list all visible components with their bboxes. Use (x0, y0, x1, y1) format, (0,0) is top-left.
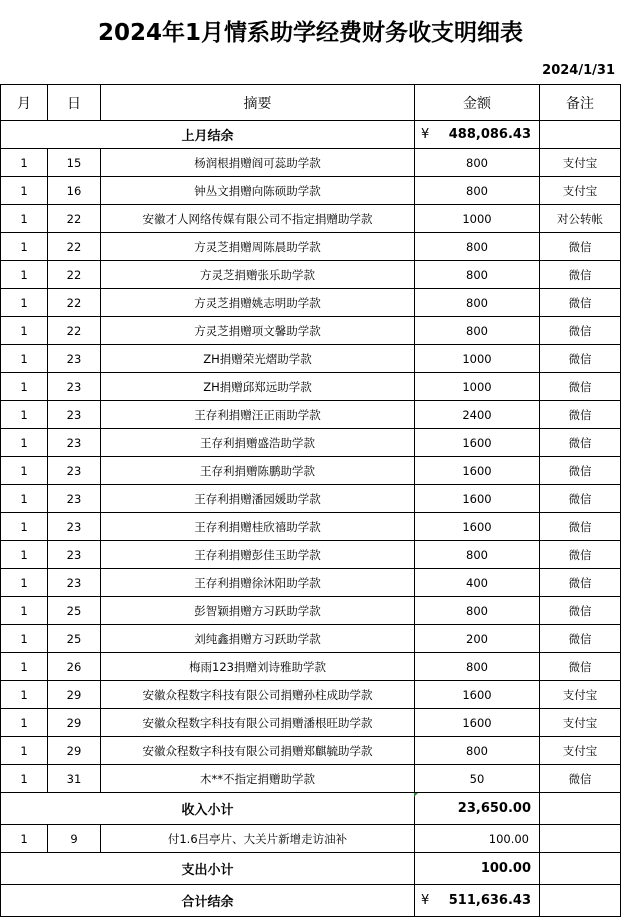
total-balance-amount-cell[interactable] (415, 885, 540, 917)
cell-amount[interactable]: 1600 (415, 681, 540, 709)
cell-amount[interactable]: 800 (415, 541, 540, 569)
cell-note[interactable] (540, 825, 621, 853)
currency-symbol: ¥ (421, 893, 430, 908)
cell-summary[interactable]: 安徽才人网络传媒有限公司不指定捐赠助学款 (101, 205, 415, 233)
cell-month[interactable]: 1 (1, 401, 48, 429)
table-row (1, 345, 621, 373)
total-balance-row (1, 885, 621, 917)
table-row (1, 825, 621, 853)
cell-day[interactable]: 22 (48, 317, 101, 345)
cell-summary[interactable]: 木**不指定捐赠助学款 (101, 765, 415, 793)
header-amount[interactable]: 金额 (415, 85, 540, 121)
cell-month[interactable]: 1 (1, 457, 48, 485)
carry-over-note[interactable] (540, 121, 621, 149)
table-row (1, 205, 621, 233)
table-row (1, 625, 621, 653)
cell-amount[interactable]: 1600 (415, 457, 540, 485)
table-row (1, 233, 621, 261)
cell-summary[interactable]: ZH捐赠邱郑远助学款 (101, 373, 415, 401)
cell-month[interactable]: 1 (1, 233, 48, 261)
cell-month[interactable]: 1 (1, 737, 48, 765)
table-row (1, 569, 621, 597)
cell-summary[interactable]: 王存利捐赠汪正雨助学款 (101, 401, 415, 429)
carry-over-amount-cell[interactable] (415, 121, 540, 149)
cell-amount[interactable]: 2400 (415, 401, 540, 429)
table-row (1, 513, 621, 541)
cell-amount[interactable]: 800 (415, 233, 540, 261)
cell-month[interactable]: 1 (1, 289, 48, 317)
cell-amount[interactable]: 1600 (415, 429, 540, 457)
cell-month[interactable]: 1 (1, 765, 48, 793)
cell-month[interactable]: 1 (1, 177, 48, 205)
cell-amount[interactable]: 1000 (415, 373, 540, 401)
table-row (1, 289, 621, 317)
cell-month[interactable]: 1 (1, 709, 48, 737)
cell-day[interactable]: 23 (48, 485, 101, 513)
cell-amount[interactable]: 800 (415, 653, 540, 681)
total-balance-label[interactable]: 合计结余 (1, 885, 415, 917)
cell-month[interactable]: 1 (1, 625, 48, 653)
cell-day[interactable]: 26 (48, 653, 101, 681)
cell-day[interactable]: 23 (48, 513, 101, 541)
cell-note[interactable]: 支付宝 (540, 681, 621, 709)
cell-month[interactable]: 1 (1, 205, 48, 233)
cell-note[interactable]: 微信 (540, 541, 621, 569)
income-subtotal-amount-cell[interactable] (415, 793, 540, 825)
cell-amount[interactable]: 800 (415, 289, 540, 317)
cell-summary[interactable]: 方灵芝捐赠张乐助学款 (101, 261, 415, 289)
cell-summary[interactable]: 方灵芝捐赠周陈晨助学款 (101, 233, 415, 261)
carry-over-amount: 488,086.43 (448, 127, 531, 142)
expense-subtotal-row (1, 853, 621, 885)
cell-comment-marker (414, 793, 418, 797)
header-day[interactable]: 日 (48, 85, 101, 121)
cell-amount[interactable]: 1000 (415, 205, 540, 233)
cell-month[interactable]: 1 (1, 373, 48, 401)
cell-day[interactable]: 23 (48, 541, 101, 569)
cell-amount[interactable]: 800 (415, 737, 540, 765)
expense-subtotal-note[interactable] (540, 853, 621, 885)
cell-day[interactable]: 23 (48, 569, 101, 597)
income-subtotal-label[interactable]: 收入小计 (1, 793, 415, 825)
cell-note[interactable]: 微信 (540, 569, 621, 597)
table-row (1, 597, 621, 625)
cell-amount[interactable]: 1600 (415, 513, 540, 541)
header-note[interactable]: 备注 (540, 85, 621, 121)
cell-note[interactable]: 微信 (540, 289, 621, 317)
cell-summary[interactable]: 王存利捐赠潘园媛助学款 (101, 485, 415, 513)
cell-note[interactable]: 支付宝 (540, 709, 621, 737)
cell-summary[interactable]: 安徽众程数字科技有限公司捐赠潘根旺助学款 (101, 709, 415, 737)
cell-summary[interactable]: 付1.6吕亭片、大关片新增走访油补 (101, 825, 415, 853)
cell-month[interactable]: 1 (1, 597, 48, 625)
cell-month[interactable]: 1 (1, 569, 48, 597)
cell-note[interactable]: 支付宝 (540, 737, 621, 765)
cell-amount[interactable]: 800 (415, 261, 540, 289)
cell-note[interactable]: 微信 (540, 429, 621, 457)
cell-day[interactable]: 31 (48, 765, 101, 793)
cell-day[interactable]: 29 (48, 681, 101, 709)
total-balance-note[interactable] (540, 885, 621, 917)
cell-day[interactable]: 23 (48, 429, 101, 457)
cell-summary[interactable]: 安徽众程数字科技有限公司捐赠孙柱成助学款 (101, 681, 415, 709)
cell-day[interactable]: 9 (48, 825, 101, 853)
cell-note[interactable]: 微信 (540, 401, 621, 429)
cell-summary[interactable]: 王存利捐赠陈鹏助学款 (101, 457, 415, 485)
total-balance-amount: 511,636.43 (448, 893, 531, 908)
cell-note[interactable]: 微信 (540, 373, 621, 401)
cell-note[interactable]: 微信 (540, 485, 621, 513)
cell-day[interactable]: 23 (48, 457, 101, 485)
cell-amount[interactable]: 1600 (415, 709, 540, 737)
cell-month[interactable]: 1 (1, 261, 48, 289)
cell-note[interactable]: 对公转帐 (540, 205, 621, 233)
table-row (1, 737, 621, 765)
cell-day[interactable]: 23 (48, 345, 101, 373)
cell-note[interactable]: 微信 (540, 317, 621, 345)
cell-month[interactable]: 1 (1, 513, 48, 541)
table-row (1, 541, 621, 569)
cell-note[interactable]: 微信 (540, 345, 621, 373)
cell-summary[interactable]: 安徽众程数字科技有限公司捐赠郑麒毓助学款 (101, 737, 415, 765)
cell-amount[interactable]: 1600 (415, 485, 540, 513)
cell-month[interactable]: 1 (1, 541, 48, 569)
cell-summary[interactable]: 王存利捐赠盛浩助学款 (101, 429, 415, 457)
table-row (1, 261, 621, 289)
table-row (1, 317, 621, 345)
cell-month[interactable]: 1 (1, 485, 48, 513)
expense-subtotal-amount-cell[interactable] (415, 853, 540, 885)
cell-note[interactable]: 支付宝 (540, 149, 621, 177)
cell-summary[interactable]: 杨润根捐赠阎可蕊助学款 (101, 149, 415, 177)
cell-day[interactable]: 25 (48, 625, 101, 653)
cell-month[interactable]: 1 (1, 653, 48, 681)
income-subtotal-amount: 23,650.00 (457, 801, 531, 816)
table-row (1, 457, 621, 485)
cell-summary[interactable]: 钟丛文捐赠向陈硕助学款 (101, 177, 415, 205)
header-summary[interactable]: 摘要 (101, 85, 415, 121)
page-title: 2024年1月情系助学经费财务收支明细表 (97, 19, 524, 46)
cell-amount[interactable]: 400 (415, 569, 540, 597)
expense-subtotal-label[interactable]: 支出小计 (1, 853, 415, 885)
cell-amount[interactable]: 800 (415, 317, 540, 345)
cell-summary[interactable]: 王存利捐赠徐沐阳助学款 (101, 569, 415, 597)
table-row (1, 149, 621, 177)
cell-amount[interactable]: 100.00 (415, 825, 540, 853)
cell-summary[interactable]: 梅雨123捐赠刘诗雅助学款 (101, 653, 415, 681)
cell-day[interactable]: 23 (48, 401, 101, 429)
cell-day[interactable]: 22 (48, 233, 101, 261)
header-row (1, 85, 621, 121)
cell-summary[interactable]: 彭智颖捐赠方习跃助学款 (101, 597, 415, 625)
cell-note[interactable]: 微信 (540, 625, 621, 653)
cell-month[interactable]: 1 (1, 345, 48, 373)
cell-day[interactable]: 23 (48, 373, 101, 401)
income-subtotal-note[interactable] (540, 793, 621, 825)
cell-day[interactable]: 29 (48, 737, 101, 765)
cell-amount[interactable]: 200 (415, 625, 540, 653)
cell-day[interactable]: 22 (48, 261, 101, 289)
cell-note[interactable]: 微信 (540, 765, 621, 793)
cell-day[interactable]: 22 (48, 289, 101, 317)
ledger-table (0, 84, 621, 917)
cell-note[interactable]: 微信 (540, 233, 621, 261)
cell-day[interactable]: 22 (48, 205, 101, 233)
cell-summary[interactable]: 方灵芝捐赠姚志明助学款 (101, 289, 415, 317)
table-row (1, 429, 621, 457)
cell-summary[interactable]: 方灵芝捐赠项文馨助学款 (101, 317, 415, 345)
cell-amount[interactable]: 50 (415, 765, 540, 793)
cell-note[interactable]: 支付宝 (540, 177, 621, 205)
cell-summary[interactable]: 刘纯鑫捐赠方习跃助学款 (101, 625, 415, 653)
cell-amount[interactable]: 800 (415, 177, 540, 205)
table-row (1, 373, 621, 401)
table-row (1, 177, 621, 205)
cell-month[interactable]: 1 (1, 429, 48, 457)
cell-summary[interactable]: 王存利捐赠彭佳玉助学款 (101, 541, 415, 569)
cell-day[interactable]: 15 (48, 149, 101, 177)
cell-summary[interactable]: ZH捐赠荣光熠助学款 (101, 345, 415, 373)
table-row (1, 681, 621, 709)
table-row (1, 765, 621, 793)
cell-month[interactable]: 1 (1, 825, 48, 853)
carry-over-row (1, 121, 621, 149)
cell-note[interactable]: 微信 (540, 457, 621, 485)
cell-month[interactable]: 1 (1, 317, 48, 345)
table-row (1, 485, 621, 513)
income-subtotal-row (1, 793, 621, 825)
carry-over-label[interactable]: 上月结余 (1, 121, 415, 149)
header-month[interactable]: 月 (1, 85, 48, 121)
table-row (1, 653, 621, 681)
expense-subtotal-amount: 100.00 (480, 861, 531, 876)
table-row (1, 401, 621, 429)
cell-note[interactable]: 微信 (540, 653, 621, 681)
currency-symbol: ¥ (421, 127, 430, 142)
report-date: 2024/1/31 (542, 63, 615, 78)
cell-note[interactable]: 微信 (540, 597, 621, 625)
cell-note[interactable]: 微信 (540, 261, 621, 289)
cell-summary[interactable]: 王存利捐赠桂欣禧助学款 (101, 513, 415, 541)
cell-month[interactable]: 1 (1, 681, 48, 709)
cell-day[interactable]: 29 (48, 709, 101, 737)
cell-amount[interactable]: 1000 (415, 345, 540, 373)
cell-day[interactable]: 25 (48, 597, 101, 625)
cell-month[interactable]: 1 (1, 149, 48, 177)
cell-day[interactable]: 16 (48, 177, 101, 205)
cell-amount[interactable]: 800 (415, 597, 540, 625)
cell-note[interactable]: 微信 (540, 513, 621, 541)
cell-amount[interactable]: 800 (415, 149, 540, 177)
table-row (1, 709, 621, 737)
